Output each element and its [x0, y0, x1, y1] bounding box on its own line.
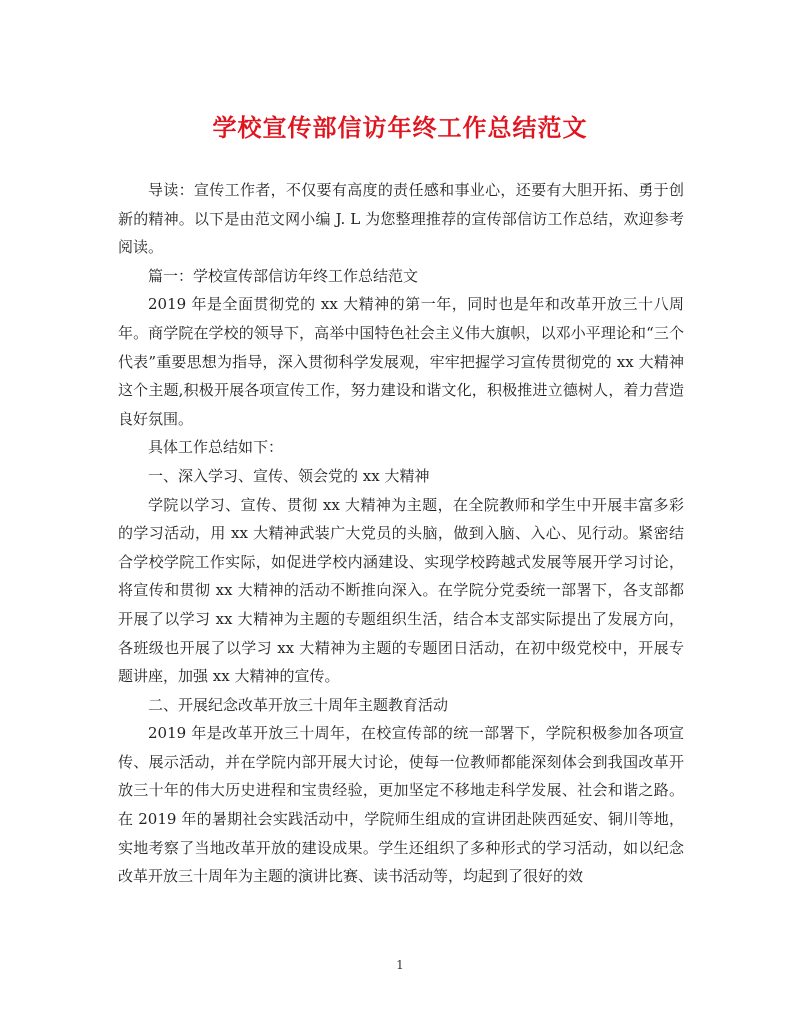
paragraph-intro: 导读：宣传工作者，不仅要有高度的责任感和事业心，还要有大胆开拓、勇于创新的精神。以下是由范文网小编 J. L 为您整理推荐的宣传部信访工作总结，欢迎参考阅读。 — [118, 181, 684, 257]
paragraph-reform-activities: 2019 年是改革开放三十周年，在校宣传部的统一部署下，学院积极参加各项宣传、展示活动，并在学院内部开展大讨论，使每一位教师都能深刻体会到我国改革开放三十年的伟大历史进程和宝贵经验，更加坚定不移地走科学发展、社会和谐之路。在 2019 年的暑期社会实践活动中，学院师生组成的宣讲团赴陕西延安、铜川等地，实地考察了当地改革开放的建设成果。学生还组织了多种形式的学习活动，如以纪念改革开放三十周年为主题的演讲比赛、读书活动等，均起到了很好的效 — [118, 724, 684, 886]
document-body — [118, 176, 684, 891]
paragraph-overview: 2019 年是全面贯彻党的 xx 大精神的第一年，同时也是年和改革开放三十八周年。商学院在学校的领导下，高举中国特色社会主义伟大旗帜，以邓小平理论和“三个代表”重要思想为指导，深入贯彻科学发展观，牢牢把握学习宣传贯彻党的 xx 大精神这个主题,积极开展各项宣传工作，努力建设和谐文化，积极推进立德树人，着力营造良好氛围。 — [118, 295, 684, 428]
paragraph-study-activities: 学院以学习、宣传、贯彻 xx 大精神为主题，在全院教师和学生中开展丰富多彩的学习活动，用 xx 大精神武装广大党员的头脑，做到入脑、入心、见行动。紧密结合学校学院工作实际，如促进学校内涵建设、实现学校跨越式发展等展开学习讨论，将宣传和贯彻 xx 大精神的活动不断推向深入。在学院分党委统一部署下，各支部都开展了以学习 xx 大精神为主题的专题组织生活，结合本支部实际提出了发展方向，各班级也开展了以学习 xx 大精神为主题的专题团日活动，在初中级党校中，开展专题讲座，加强 xx 大精神的宣传。 — [118, 495, 684, 686]
page-number: 1 — [396, 958, 404, 972]
document-title: 学校宣传部信访年终工作总结范文 — [212, 113, 588, 142]
paragraph-heading-two: 二、开展纪念改革开放三十周年主题教育活动 — [148, 695, 449, 714]
paragraph-summary-lead: 具体工作总结如下： — [148, 438, 284, 457]
paragraph-heading-one: 一、深入学习、宣传、领会党的 xx 大精神 — [148, 466, 430, 485]
paragraph-section-heading: 篇一：学校宣传部信访年终工作总结范文 — [148, 266, 419, 285]
